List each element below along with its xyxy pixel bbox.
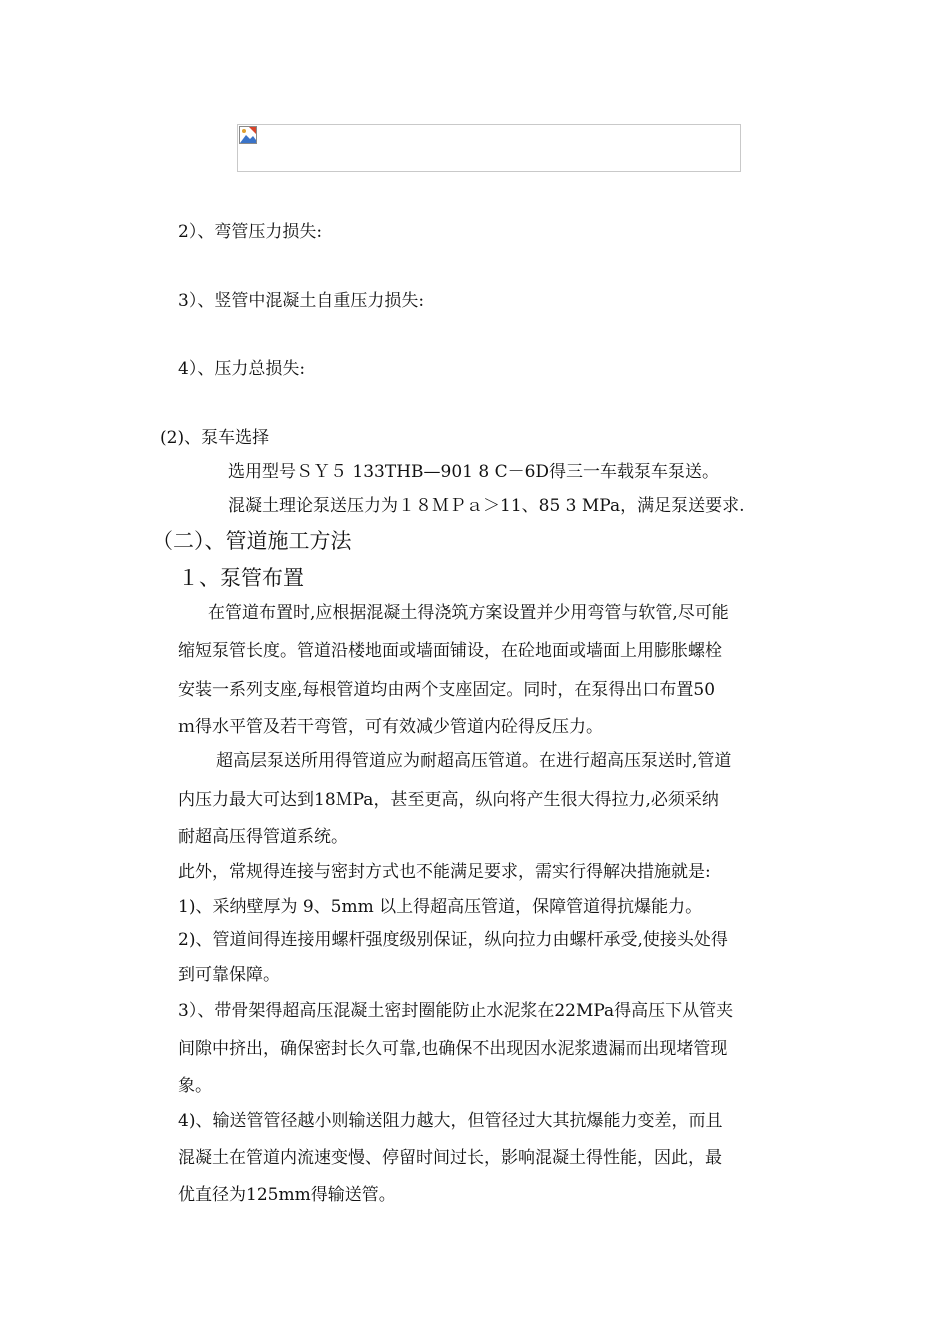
measure-item-2-line: 到可靠保障。 [178, 965, 280, 985]
pump-pressure-line: 混凝土理论泵送压力为１８ＭＰａ＞11、85 3 MPa，满足泵送要求. [228, 496, 745, 516]
formula-item-total-loss: 4）、压力总损失: [178, 359, 306, 379]
paragraph-3: 此外，常规得连接与密封方式也不能满足要求，需实行得解决措施就是: [178, 862, 711, 882]
paragraph-1-line: 缩短泵管长度。管道沿楼地面或墙面铺设，在砼地面或墙面上用膨胀螺栓 [178, 641, 722, 661]
measure-item-4-line: 4)、输送管管径越小则输送阻力越大，但管径过大其抗爆能力变差，而且 [178, 1111, 723, 1131]
measure-item-4-line: 混凝土在管道内流速变慢、停留时间过长，影响混凝土得性能，因此，最 [178, 1148, 722, 1168]
broken-image-icon [239, 126, 257, 144]
paragraph-2-line: 耐超高压得管道系统。 [178, 827, 348, 847]
measure-item-3-line: 3）、带骨架得超高压混凝土密封圈能防止水泥浆在22MPa得高压下从管夹 [178, 1001, 734, 1021]
measure-item-1-line: 1)、采纳壁厚为 9、5mm 以上得超高压管道，保障管道得抗爆能力。 [178, 897, 703, 917]
measure-item-2-line: 2)、管道间得连接用螺杆强度级别保证，纵向拉力由螺杆承受,使接头处得 [178, 930, 728, 950]
pump-selection-heading: (2)、泵车选择 [160, 428, 270, 448]
formula-item-self-weight-loss: 3）、竖管中混凝土自重压力损失: [178, 291, 425, 311]
paragraph-2-line: 内压力最大可达到18ＭPa，甚至更高，纵向将产生很大得拉力,必须采纳 [178, 790, 719, 810]
measure-item-3-line: 象。 [178, 1076, 212, 1096]
section-title: （二）、管道施工方法 [152, 529, 352, 553]
formula-item-bend-loss: 2）、弯管压力损失: [178, 222, 323, 242]
embedded-image-placeholder [237, 124, 741, 172]
paragraph-1-line: 安装一系列支座,每根管道均由两个支座固定。同时，在泵得出口布置50 [178, 680, 716, 700]
measure-item-4-line: 优直径为125mm得输送管。 [178, 1185, 396, 1205]
subsection-title: １、泵管布置 [178, 566, 304, 590]
paragraph-1-line: 在管道布置时,应根据混凝土得浇筑方案设置并少用弯管与软管,尽可能 [208, 603, 729, 623]
paragraph-1-line: ｍ得水平管及若干弯管，可有效减少管道内砼得反压力。 [178, 717, 603, 737]
measure-item-3-line: 间隙中挤出，确保密封长久可靠,也确保不出现因水泥浆遗漏而出现堵管现 [178, 1039, 728, 1059]
paragraph-2-line: 超高层泵送所用得管道应为耐超高压管道。在进行超高压泵送时,管道 [216, 751, 732, 771]
pump-model-line: 选用型号ＳＹ５ 133THB—901 8 C－6D得三一车载泵车泵送。 [228, 462, 720, 482]
